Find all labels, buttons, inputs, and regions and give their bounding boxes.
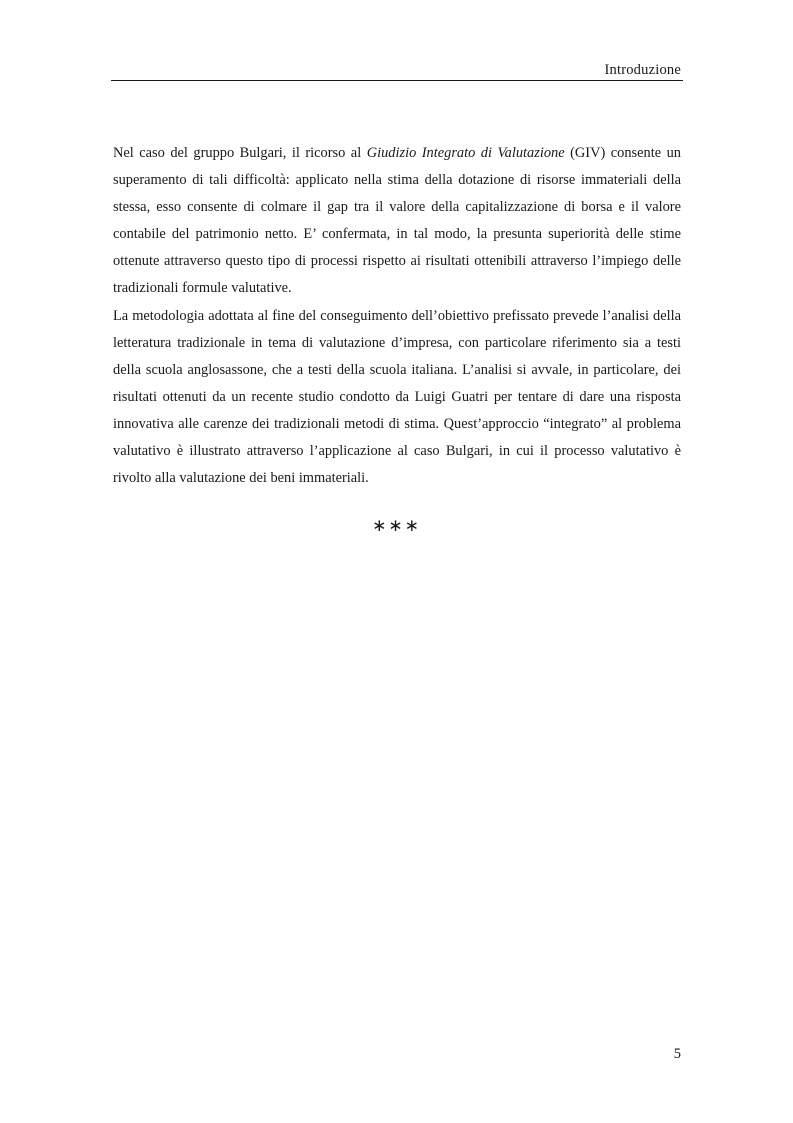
body-text [113, 140, 681, 492]
paragraph-1-italic-term: Giudizio Integrato di Valutazione [366, 145, 565, 161]
paragraph-1-text-start: Nel caso del gruppo Bulgari, il ricorso al [113, 145, 367, 161]
paragraph-2: La metodologia adottata al fine del conseguimento dell’obiettivo prefissato prevede l’analisi della letteratura tradizionale in tema di valutazione d’impresa, con particolare riferimento sia a testi della scuola anglosassone, che a testi della scuola italiana. L’analisi si avvale, in particolare, dei risultati ottenuti da un recente studio condotto da Luigi Guatri per tentare di dare una risposta innovativa alle carenze dei tradizionali metodi di stima. Quest’approccio “integrato” al problema valutativo è illustrato attraverso l’applicazione al caso Bulgari, in cui il processo valutativo è rivolto alla valutazione dei beni immateriali. [113, 307, 681, 487]
paragraph-1 [113, 140, 681, 303]
header-divider [111, 80, 683, 81]
paragraph-1-text-end: (GIV) consente un superamento di tali difficoltà: applicato nella stima della dotazione di risorse immateriali della stessa, esso consente di colmare il gap tra il valore della capitalizzazione di borsa e il valore contabile del patrimonio netto. E’ confermata, in tal modo, la presunta superiorità delle stime ottenute attraverso questo tipo di processi rispetto ai risultati ottenibili attraverso l’impiego delle tradizionali formule valutative. [113, 145, 681, 297]
page-number: 5 [673, 1046, 681, 1062]
section-separator: ∗∗∗ [372, 516, 421, 536]
running-header-title: Introduzione [604, 62, 681, 78]
